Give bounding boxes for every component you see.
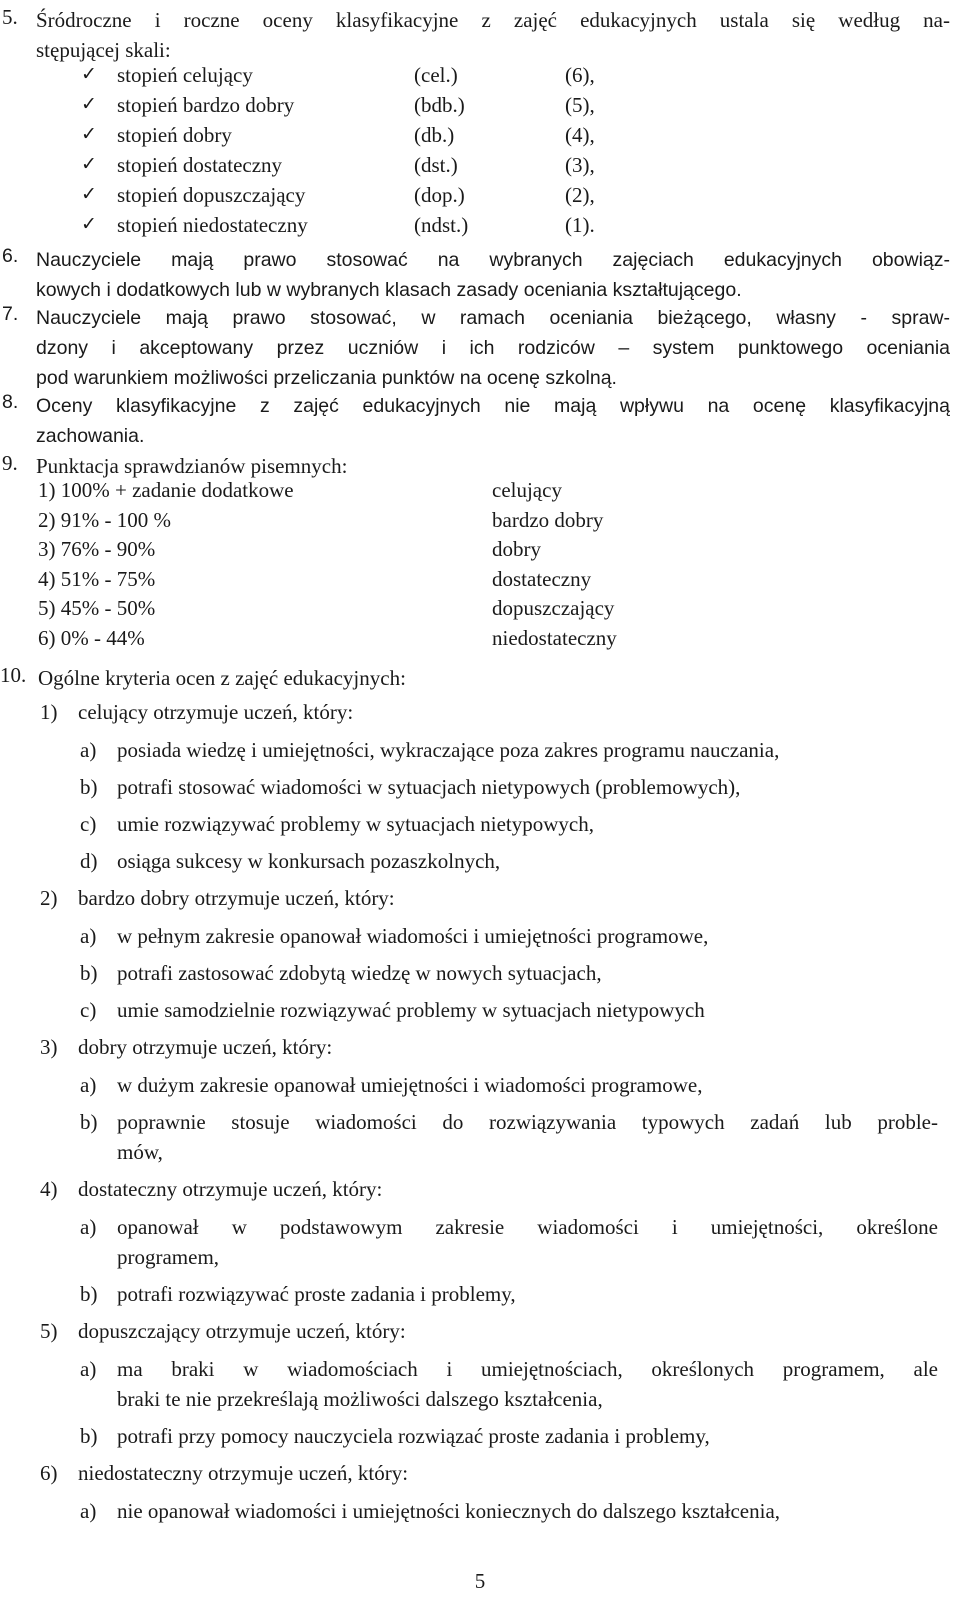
criteria-item-text: w pełnym zakresie opanował wiadomości i umiejętności programowe, (117, 924, 709, 948)
criteria-item-label: b) (80, 1282, 98, 1306)
scale-grade-abbr: (dop.) (414, 183, 465, 207)
checkmark-icon: ✓ (81, 93, 97, 115)
scale-grade-value: (6), (565, 63, 595, 87)
criteria-item-label: b) (80, 961, 98, 985)
checkmark-icon: ✓ (81, 183, 97, 205)
scale-grade-name: stopień dostateczny (117, 153, 283, 177)
paragraph-text-line: dzony i akceptowany przez uczniów i ich rodziców – system punktowego oceniania (36, 337, 950, 359)
points-range: 6) 0% - 44% (38, 625, 145, 650)
criteria-item-text: nie opanował wiadomości i umiejętności koniecznych do dalszego kształcenia, (117, 1499, 781, 1523)
criteria-item-text: potrafi zastosować zdobytą wiedzę w nowych sytuacjach, (117, 961, 602, 985)
criteria-item-text: posiada wiedzę i umiejętności, wykraczające poza zakres programu nauczania, (117, 738, 780, 762)
checkmark-icon: ✓ (81, 63, 97, 85)
paragraph-number: 7. (2, 303, 19, 325)
criteria-group-label: 4) (40, 1177, 58, 1201)
criteria-item-text: mów, (117, 1140, 163, 1164)
paragraph-text-line: Śródroczne i roczne oceny klasyfikacyjne z zajęć edukacyjnych ustala się według na- (36, 8, 950, 32)
criteria-item-text: umie rozwiązywać problemy w sytuacjach nietypowych, (117, 812, 595, 836)
scale-grade-value: (1). (565, 213, 595, 237)
criteria-item-text: poprawnie stosuje wiadomości do rozwiązywania typowych zadań lub proble- (117, 1110, 938, 1134)
criteria-item-label: b) (80, 1110, 98, 1134)
scale-grade-abbr: (cel.) (414, 63, 458, 87)
criteria-group-title: dobry otrzymuje uczeń, który: (78, 1035, 333, 1059)
paragraph-text-line: Oceny klasyfikacyjne z zajęć edukacyjnych nie mają wpływu na ocenę klasyfikacyjną (36, 395, 950, 417)
scale-grade-name: stopień celujący (117, 63, 253, 87)
points-grade: celujący (492, 478, 562, 502)
criteria-group-title: celujący otrzymuje uczeń, który: (78, 700, 354, 724)
points-range: 5) 45% - 50% (38, 596, 156, 620)
points-range: 2) 91% - 100 % (38, 507, 171, 532)
criteria-group-label: 1) (40, 700, 58, 724)
criteria-group-label: 3) (40, 1035, 58, 1059)
paragraph-number: 9. (2, 451, 18, 475)
checkmark-icon: ✓ (81, 213, 97, 235)
paragraph-number: 6. (2, 245, 19, 267)
criteria-item-label: a) (80, 1357, 97, 1381)
points-grade: bardzo dobry (492, 507, 604, 532)
paragraph-title: Ogólne kryteria ocen z zajęć edukacyjnych: (38, 666, 406, 690)
paragraph-text-line: pod warunkiem możliwości przeliczania punktów na ocenę szkolną. (36, 367, 617, 389)
points-grade: dostateczny (492, 566, 592, 591)
criteria-item-label: c) (80, 998, 97, 1022)
scale-grade-abbr: (bdb.) (414, 93, 465, 117)
criteria-item-text: w dużym zakresie opanował umiejętności i wiadomości programowe, (117, 1073, 703, 1097)
criteria-item-label: a) (80, 924, 97, 948)
checkmark-icon: ✓ (81, 153, 97, 175)
criteria-group-title: dopuszczający otrzymuje uczeń, który: (78, 1319, 406, 1343)
criteria-item-label: a) (80, 1499, 97, 1523)
paragraph-number: 8. (2, 391, 19, 413)
paragraph-text-line: Nauczyciele mają prawo stosować na wybranych zajęciach edukacyjnych obowiąz- (36, 249, 950, 271)
paragraph-number: 10. (0, 663, 27, 687)
scale-grade-abbr: (ndst.) (414, 213, 469, 237)
criteria-item-text: ma braki w wiadomościach i umiejętnościach, określonych programem, ale (117, 1357, 938, 1381)
criteria-item-label: b) (80, 1424, 98, 1448)
criteria-item-text: potrafi rozwiązywać proste zadania i problemy, (117, 1282, 516, 1306)
criteria-group-title: dostateczny otrzymuje uczeń, który: (78, 1177, 383, 1201)
criteria-item-label: a) (80, 1215, 97, 1239)
paragraph-text-line: kowych i dodatkowych lub w wybranych klasach zasady oceniania kształtującego. (36, 279, 742, 301)
criteria-item-text: potrafi przy pomocy nauczyciela rozwiązać proste zadania i problemy, (117, 1424, 710, 1448)
paragraph-text-line: zachowania. (36, 425, 145, 447)
criteria-item-text: programem, (117, 1245, 220, 1269)
paragraph-text-line: Nauczyciele mają prawo stosować, w ramach oceniania bieżącego, własny - spraw- (36, 307, 950, 329)
criteria-item-text: potrafi stosować wiadomości w sytuacjach nietypowych (problemowych), (117, 775, 741, 799)
criteria-item-label: a) (80, 1073, 97, 1097)
points-grade: niedostateczny (492, 625, 617, 650)
scale-grade-abbr: (dst.) (414, 153, 458, 177)
criteria-group-label: 5) (40, 1319, 58, 1343)
points-grade: dobry (492, 537, 541, 561)
criteria-group-title: bardzo dobry otrzymuje uczeń, który: (78, 886, 395, 910)
criteria-group-label: 6) (40, 1461, 58, 1485)
scale-grade-name: stopień dobry (117, 123, 232, 147)
points-grade: dopuszczający (492, 596, 615, 620)
points-range: 1) 100% + zadanie dodatkowe (38, 478, 294, 502)
paragraph-text-line: stępującej skali: (36, 38, 171, 62)
points-range: 3) 76% - 90% (38, 537, 156, 561)
criteria-group-title: niedostateczny otrzymuje uczeń, który: (78, 1461, 409, 1485)
checkmark-icon: ✓ (81, 123, 97, 145)
criteria-item-text: braki te nie przekreślają możliwości dalszego kształcenia, (117, 1387, 603, 1411)
criteria-item-text: opanował w podstawowym zakresie wiadomości i umiejętności, określone (117, 1215, 938, 1239)
criteria-item-label: d) (80, 849, 98, 873)
criteria-group-label: 2) (40, 886, 58, 910)
scale-grade-abbr: (db.) (414, 123, 455, 147)
scale-grade-name: stopień dopuszczający (117, 183, 306, 207)
criteria-item-label: b) (80, 775, 98, 799)
criteria-item-label: c) (80, 812, 97, 836)
scale-grade-value: (2), (565, 183, 595, 207)
scale-grade-value: (5), (565, 93, 595, 117)
criteria-item-label: a) (80, 738, 97, 762)
scale-grade-value: (4), (565, 123, 595, 147)
points-range: 4) 51% - 75% (38, 566, 156, 591)
scale-grade-name: stopień niedostateczny (117, 213, 308, 237)
scale-grade-name: stopień bardzo dobry (117, 93, 295, 117)
criteria-item-text: umie samodzielnie rozwiązywać problemy w sytuacjach nietypowych (117, 998, 705, 1022)
scale-grade-value: (3), (565, 153, 595, 177)
paragraph-title: Punktacja sprawdzianów pisemnych: (36, 454, 348, 478)
paragraph-number: 5. (2, 5, 18, 29)
page-number: 5 (474, 1569, 486, 1593)
criteria-item-text: osiąga sukcesy w konkursach pozaszkolnych, (117, 849, 501, 873)
